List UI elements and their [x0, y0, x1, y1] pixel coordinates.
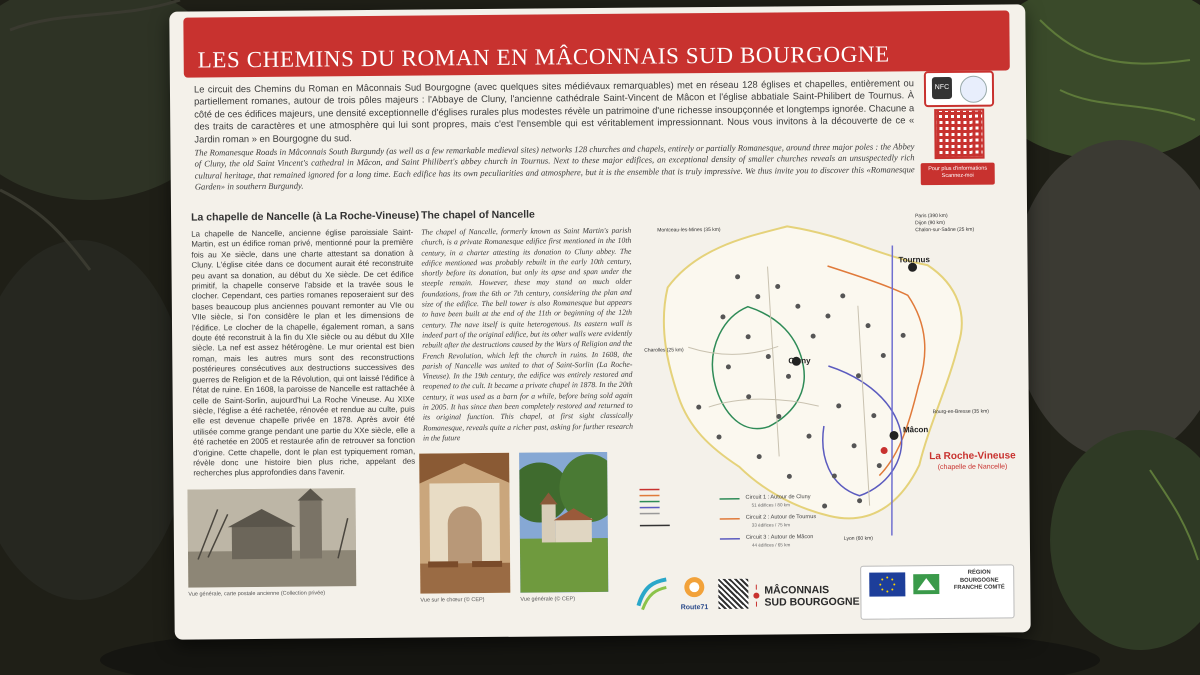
legend-circuit-1: Circuit 1 : Autour de Cluny: [745, 494, 811, 501]
roche-name: La Roche-Vineuse: [929, 450, 1016, 463]
map-label-cluny: Cluny: [788, 356, 811, 366]
far-label-chalon: Chalon-sur-Saône (25 km): [915, 226, 975, 234]
valley-logo-icon: [634, 575, 670, 615]
phone-icon: NFC: [932, 77, 952, 99]
legend-circuit-2-sub: 33 édifices / 75 km: [751, 522, 791, 528]
eu-stars-icon: [869, 572, 905, 596]
intro-english: The Romanesque Roads in Mâconnais South Burgundy (as well as a few remarkable medieval sites) networks 128 churches and chapels, entirely or partially Romanesque, around three major poles : the Abbey of Cluny, the old Saint Vincent's cathedral in Mâcon, and Saint Philibert's abbey church in Tournus. Next to these major edifices, an exceptional density of smaller churches reveals an unsuspectedly rich cultural heritage, that remained ignored for a long time. Each edifice has its own peculiarities and atmosphere, but it is the ensemble that is truly impressive. We thus invite you to discover this «Romanesque Garden» in southern Burgundy.: [194, 141, 915, 192]
map-label-la-roche-vineuse: [929, 450, 1016, 473]
far-label-dijon: Dijon (90 km): [915, 219, 945, 227]
brand-name: [764, 584, 859, 609]
far-label-paris: Paris (390 km): [915, 212, 948, 220]
eu-region-block: [860, 564, 1014, 619]
postcard-caption: Vue générale, carte postale ancienne (Collection privée): [188, 590, 326, 598]
intro-french: Le circuit des Chemins du Roman en Mâconnais Sud Bourgogne (avec quelques sites médiévaux remarquables) met en réseau 128 églises et chapelles, entièrement ou partiellement romanes, autour de trois pôles majeurs : l'Abbaye de Cluny, l'ancienne cathédrale Saint-Vincent de Mâcon et l'église abbatiale Saint-Philibert de Tournus. À côté de ces édifices majeurs, une densité exceptionnelle d'églises rurales plus modestes révèle un patrimoine d'une richesse insoupçonnée et longtemps ignorée. Chacune a des traits de caractères et une atmosphère qui lui sont propres, mais c'est l'ensemble qui est véritablement impressionnant. Nous vous invitons à la découverte de ce « Jardin roman » en Bourgogne du sud.: [193, 77, 915, 145]
map-label-macon: Mâcon: [902, 425, 929, 435]
roche-subtitle: (chapelle de Nancelle): [937, 463, 1008, 472]
brand-line-1: MÂCONNAIS: [764, 584, 830, 597]
route-icon: [676, 575, 712, 599]
legend-circuit-3-sub: 44 édifices / 65 km: [751, 542, 791, 548]
region-label: RÉGION BOURGOGNE FRANCHE COMTÉ: [953, 569, 1005, 591]
route71-logo: [676, 575, 712, 615]
footer-logos: [634, 569, 1014, 621]
region-logo-icon: [911, 572, 941, 596]
interior-caption: Vue sur le chœur (© CEP): [420, 597, 485, 604]
far-label-montceau: Montceau-les-Mines (35 km): [657, 226, 721, 234]
exterior-caption: Vue générale (© CEP): [520, 596, 576, 603]
legend-circuit-2: Circuit 2 : Autour de Tournus: [745, 514, 817, 521]
nfc-icon: [960, 76, 987, 103]
information-sign: [169, 4, 1030, 639]
title-banner: [183, 10, 1009, 77]
french-body: La chapelle de Nancelle, ancienne église paroissiale Saint-Martin, est un édifice roman privé, mentionné pour la première fois au Xe siècle, dans une charte attestant sa donation à Cluny. L'église citée dans ce document aurait été reconstruite peu avant sa donation, au début du Xe siècle. De cet édifice primitif, la chapelle conserve l'abside et la travée sous le clocher. Cependant, ces parties romanes reposeraient sur des bases beaucoup plus anciennes pouvant remonter au VIe ou VIIe siècle, si l'on considère le plan et les dimensions de l'édifice. Le clocher de la chapelle, également roman, a sans doute été reconstruit à la fin du XIe siècle ou au début du XIIe siècle. La nef est assez hétérogène. Le mur oriental est bien roman, mais les autres murs sont des reconstructions postérieures consécutives aux destructions successives des guerres de Religion et de la Révolution, qui ont laissé l'édifice à l'état de ruine. En 1608, la paroisse de Nancelle est rattachée à celle de Saint-Sorlin, aujourd'hui La Roche Vineuse. Au XIXe siècle, l'église a été rachetée, rénovée et rendue au culte, puis elle est devenue chapelle privée en 1878. Après avoir été utilisée comme grange pendant une partie du XXe siècle, elle a été rachetée en 2005 et restaurée afin de retrouver sa fonction d'origine. Cette chapelle, dont le plan est typiquement roman, révèle donc une histoire bien plus riche, appelant des recherches plus approfondies dans l'avenir.: [191, 227, 416, 478]
nfc-badge: [924, 71, 994, 108]
interior-photo: [419, 453, 510, 594]
qr-code-small-icon: [718, 579, 748, 609]
far-label-lyon: Lyon (60 km): [843, 535, 873, 542]
far-label-bourg: Bourg-en-Bresse (35 km): [932, 408, 989, 416]
postcard-photo: [187, 488, 356, 587]
legend-circuit-3: Circuit 3 : Autour de Mâcon: [745, 534, 814, 541]
map-legend: [639, 481, 890, 553]
english-heading: The chapel of Nancelle: [421, 208, 535, 222]
qr-code-icon: [934, 109, 984, 159]
sign-title: LES CHEMINS DU ROMAN EN MÂCONNAIS SUD BOURGOGNE: [197, 41, 890, 73]
french-heading: La chapelle de Nancelle (à La Roche-Vineuse): [191, 209, 420, 224]
route71-label: Route71: [680, 604, 709, 612]
sun-logo-icon: [750, 581, 762, 621]
english-body: The chapel of Nancelle, formerly known as Saint Martin's parish church, is a private Romanesque edifice first mentioned in the 10th century, in a charter attesting its donation to Cluny abbey. The edifice mentioned was probably rebuilt in the early 10th century, shortly before its donation, but only its apse and span under the steeple remain. However, these may stand on much older foundations, from the 6th or 7th century, considering the plan and size of the edifice. The bell tower is also Romanesque but appears to have been built at the end of the 11th or beginning of the 12th century. The nave itself is quite heterogenous. Its eastern wall is indeed part of the original edifice, but its other walls were evidently rebuilt after the destructions caused by the Wars of Religion and the French Revolution, which left the church in ruins. In 1608, the parish of Nancelle was united to that of Saint-Sorlin (La Roche-Vineuse). In the 19th century, the edifice was entirely restored and reopened to the cult. It became a private chapel in 1878. In the 20th century, it was used as a barn for a while, before being sold again in 2005. It has since then been completely restored and returned to its original function. This chapel, at first sight classically Romanesque, reveals quite a richer past, asking for further research in the future: [421, 225, 633, 443]
scan-info-tag: Pour plus d'informations Scannez-moi: [921, 163, 995, 186]
map-label-tournus: Tournus: [898, 255, 930, 265]
legend-circuit-1-sub: 51 édifices / 80 km: [751, 502, 790, 508]
exterior-photo: [519, 452, 608, 593]
far-label-charolles: Charolles (25 km): [644, 347, 684, 354]
brand-line-2: SUD BOURGOGNE: [764, 595, 860, 609]
